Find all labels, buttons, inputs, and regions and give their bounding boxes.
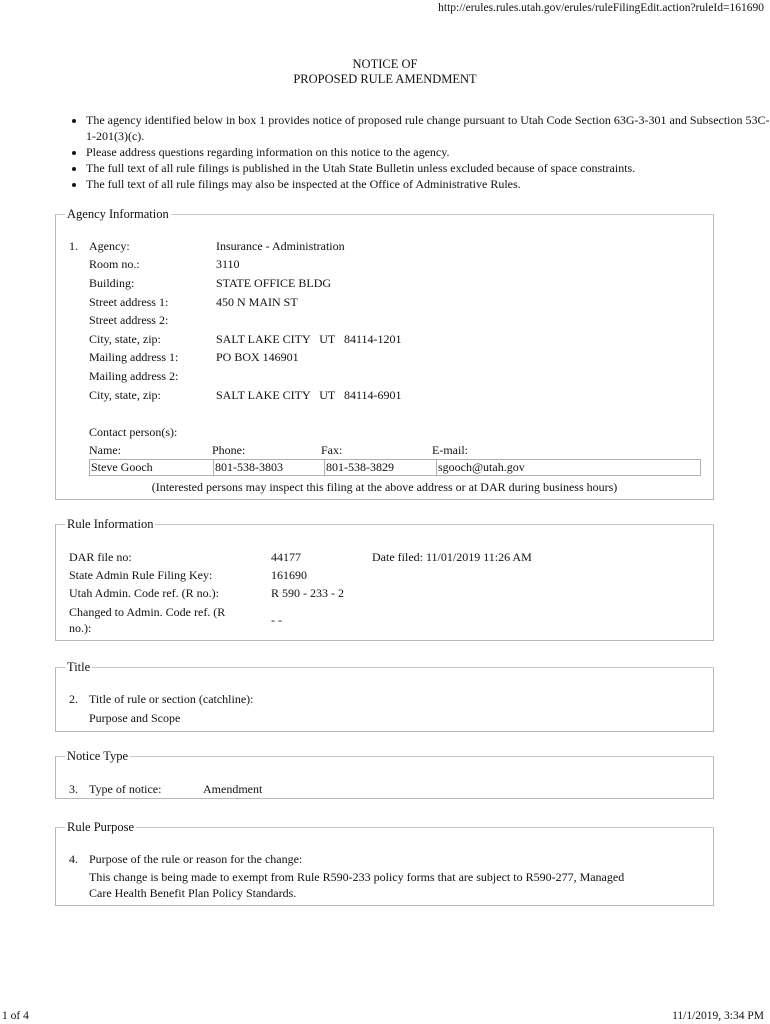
intro-bullet: • The full text of all rule filings is published in the Utah State Bulletin unless excluded because of space constraints. [86, 160, 770, 176]
rule-purpose-text-line2: Care Health Benefit Plan Policy Standards. [89, 886, 297, 900]
print-timestamp: 11/1/2019, 3:34 PM [672, 1010, 764, 1022]
intro-bullet-list [60, 112, 770, 192]
title-label: Title of rule or section (catchline): [89, 692, 254, 706]
contact-email: sgooch@utah.gov [437, 460, 701, 476]
agency-field-label: Building: [89, 276, 135, 290]
agency-info-section [55, 207, 714, 500]
agency-field-value: 450 N MAIN ST [216, 295, 298, 309]
agency-field-label: Mailing address 1: [89, 350, 179, 364]
title-section [55, 660, 714, 732]
contact-column-header: Phone: [212, 443, 246, 457]
agency-field-value: PO BOX 146901 [216, 350, 299, 364]
agency-field-label: Mailing address 2: [89, 369, 179, 383]
contact-column-header: Name: [89, 443, 121, 457]
agency-field-value: SALT LAKE CITY UT 84114-6901 [216, 388, 402, 402]
intro-bullet: • The agency identified below in box 1 provides notice of proposed rule change pursuant to Utah Code Section 63G-3-301 and Subsection 53C-1-201(3)(c). [86, 112, 770, 144]
rule-purpose-section [55, 820, 714, 906]
agency-info-legend: Agency Information [67, 207, 169, 221]
rule-info-legend: Rule Information [67, 517, 154, 531]
dar-label: DAR file no: [69, 550, 132, 564]
agency-field-label: Agency: [89, 239, 130, 253]
changed-ref-label-line2: no.): [69, 621, 92, 635]
notice-type-value: Amendment [203, 782, 263, 796]
filing-key-value: 161690 [271, 568, 307, 582]
agency-field-label: City, state, zip: [89, 332, 161, 346]
code-ref-value: R 590 - 233 - 2 [271, 586, 344, 600]
agency-field-label: Street address 2: [89, 313, 169, 327]
contact-column-header: Fax: [321, 443, 343, 457]
agency-field-value: STATE OFFICE BLDG [216, 276, 332, 290]
notice-heading-line2: PROPOSED RULE AMENDMENT [293, 72, 477, 86]
rule-info-section [55, 517, 714, 641]
title-value: Purpose and Scope [89, 711, 181, 725]
inspect-note: (Interested persons may inspect this filing at the above address or at DAR during business hours) [151, 480, 618, 494]
rule-purpose-label: Purpose of the rule or reason for the change: [89, 852, 303, 866]
agency-field-label: City, state, zip: [89, 388, 161, 402]
title-item-number: 2. [69, 692, 78, 706]
changed-ref-label-line1: Changed to Admin. Code ref. (R [69, 605, 226, 619]
intro-bullet: • Please address questions regarding information on this notice to the agency. [86, 144, 770, 160]
rule-purpose-item-number: 4. [69, 852, 78, 866]
rule-purpose-text-line1: This change is being made to exempt from Rule R590-233 policy forms that are subject to R590-277, Managed [89, 870, 625, 884]
rule-purpose-legend: Rule Purpose [67, 820, 135, 834]
contact-fax: 801-538-3829 [325, 460, 437, 476]
page-url: http://erules.rules.utah.gov/erules/ruleFilingEdit.action?ruleId=161690 [438, 2, 764, 14]
notice-heading [0, 57, 770, 87]
code-ref-label: Utah Admin. Code ref. (R no.): [69, 586, 219, 600]
agency-field-label: Room no.: [89, 257, 140, 271]
agency-field-value: SALT LAKE CITY UT 84114-1201 [216, 332, 402, 346]
notice-heading-line1: NOTICE OF [352, 57, 418, 71]
contact-phone: 801-538-3803 [214, 460, 325, 476]
notice-type-legend: Notice Type [67, 749, 129, 763]
agency-item-number: 1. [69, 239, 78, 253]
changed-ref-value: - - [271, 613, 282, 627]
date-filed: Date filed: 11/01/2019 11:26 AM [372, 550, 532, 564]
contact-name: Steve Gooch [90, 460, 214, 476]
contact-heading: Contact person(s): [89, 425, 178, 439]
agency-field-value: Insurance - Administration [216, 239, 345, 253]
page-indicator: 1 of 4 [2, 1010, 29, 1022]
agency-field-label: Street address 1: [89, 295, 169, 309]
notice-type-item-number: 3. [69, 782, 78, 796]
intro-bullet: • The full text of all rule filings may also be inspected at the Office of Administrative Rules. [86, 176, 770, 192]
contact-table [89, 459, 701, 476]
notice-type-label: Type of notice: [89, 782, 162, 796]
filing-key-label: State Admin Rule Filing Key: [69, 568, 213, 582]
table-row [90, 460, 701, 476]
dar-value: 44177 [271, 550, 301, 564]
contact-column-header: E-mail: [432, 443, 468, 457]
notice-type-section [55, 749, 714, 799]
title-legend: Title [67, 660, 91, 674]
agency-field-value: 3110 [216, 257, 240, 271]
